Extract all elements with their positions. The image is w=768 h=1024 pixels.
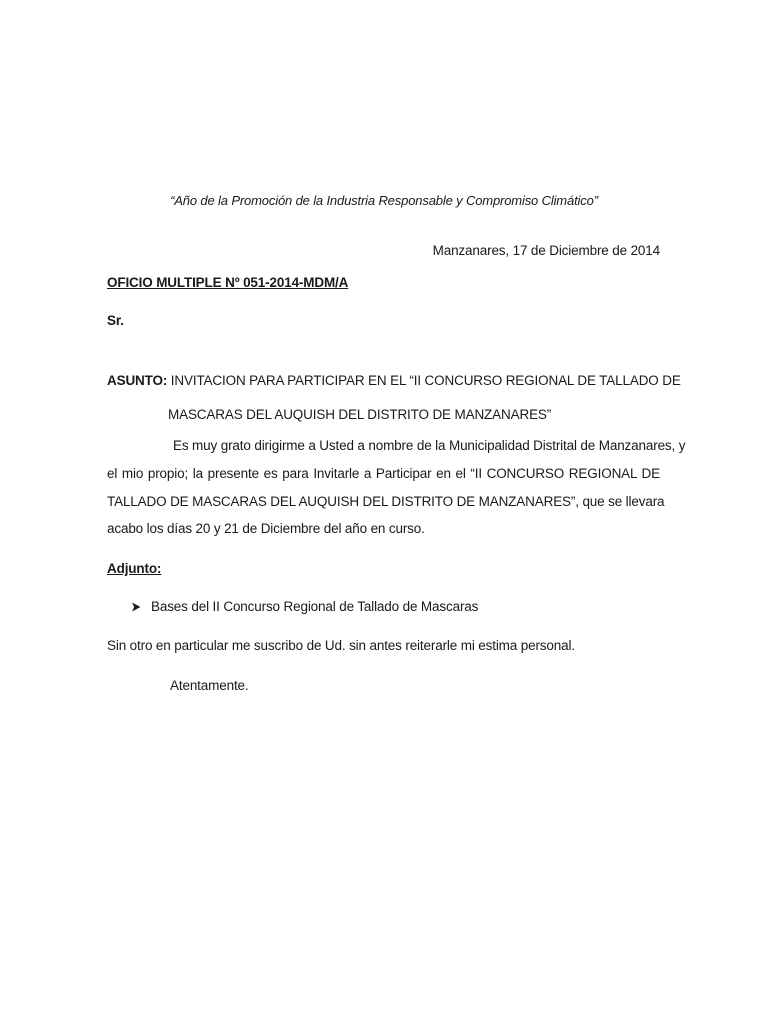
subject-label: ASUNTO: [107, 373, 168, 388]
closing-sentence: Sin otro en particular me suscribo de Ud. sin antes reiterarle mi estima personal. [107, 638, 575, 653]
attachment-heading: Adjunto: [107, 561, 162, 576]
subject-text-line2: MASCARAS DEL AUQUISH DEL DISTRITO DE MANZANARES” [168, 407, 552, 422]
body-line: TALLADO DE MASCARAS DEL AUQUISH DEL DISTRITO DE MANZANARES”, que se llevara [107, 494, 665, 509]
salutation: Sr. [107, 313, 124, 328]
letter-date: Manzanares, 17 de Diciembre de 2014 [432, 243, 660, 258]
attachment-item [131, 598, 478, 616]
subject-line [107, 372, 681, 390]
document-reference: OFICIO MULTIPLE Nº 051-2014-MDM/A [107, 275, 349, 290]
subject-text-line1: INVITACION PARA PARTICIPAR EN EL “II CONCURSO REGIONAL DE TALLADO DE [167, 373, 681, 388]
body-line: el mio propio; la presente es para Invitarle a Participar en el “II CONCURSO REGIONAL DE [107, 466, 660, 481]
body-line: acabo los días 20 y 21 de Diciembre del año en curso. [107, 521, 425, 536]
body-line: Es muy grato dirigirme a Usted a nombre de la Municipalidad Distrital de Manzanares, y [173, 438, 686, 453]
year-motto: “Año de la Promoción de la Industria Responsable y Compromiso Climático” [170, 193, 598, 208]
attachment-item-text: Bases del II Concurso Regional de Tallado de Mascaras [151, 599, 479, 614]
arrow-bullet-icon [131, 602, 141, 612]
signoff: Atentamente. [170, 678, 249, 693]
